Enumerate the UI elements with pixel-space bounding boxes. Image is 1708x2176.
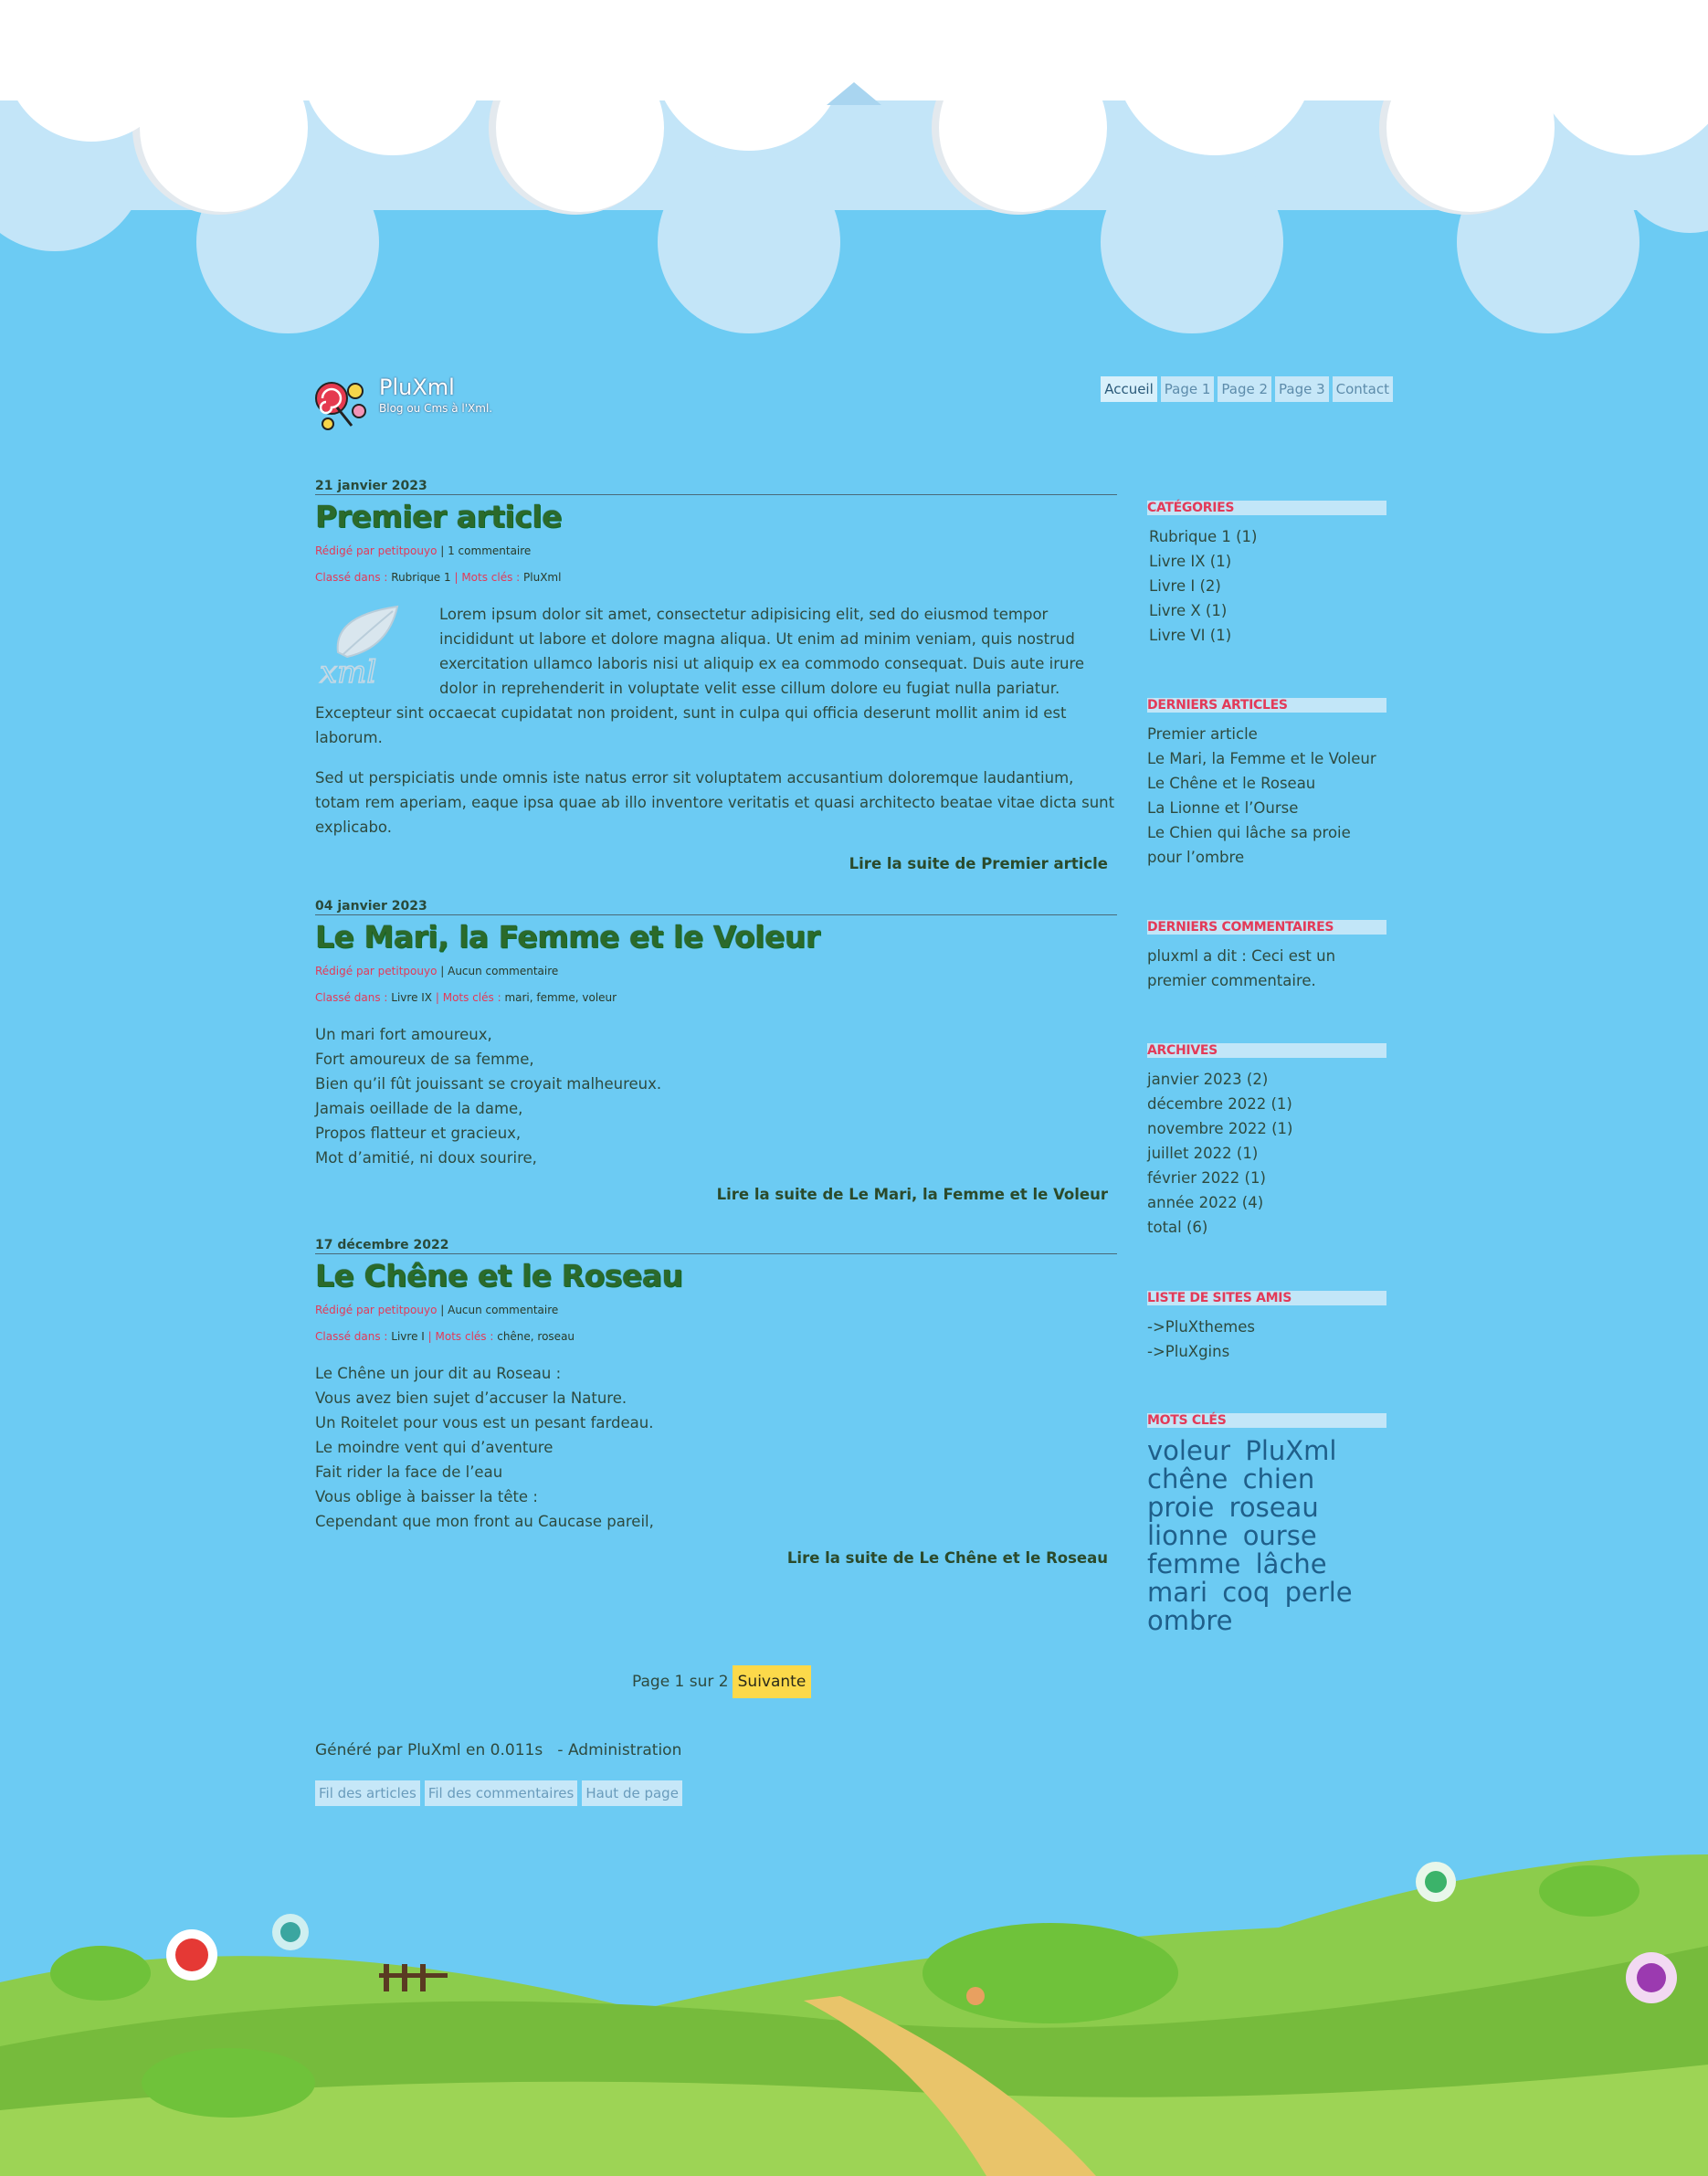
tag-link[interactable]: mari	[1147, 1577, 1208, 1608]
tags-label: Mots clés :	[442, 991, 501, 1004]
category-link[interactable]: Rubrique 1 (1)	[1149, 528, 1258, 545]
menu-item-accueil[interactable]: Accueil	[1101, 376, 1157, 402]
article-author: Rédigé par petitpouyo	[315, 1304, 438, 1316]
category-link[interactable]: Livre VI (1)	[1149, 627, 1232, 644]
xml-leaf-thumbnail-icon	[315, 602, 427, 689]
category-link[interactable]: Livre IX (1)	[1149, 553, 1232, 570]
category-label: Classé dans :	[315, 991, 388, 1004]
article-title[interactable]: Le Chêne et le Roseau	[315, 1258, 683, 1294]
article-taxonomy-line	[315, 989, 1117, 1006]
tag-link[interactable]: chien	[1242, 1463, 1315, 1495]
tag-link[interactable]: femme	[1147, 1548, 1241, 1579]
widget-tags	[1147, 1413, 1386, 1635]
recent-article-link[interactable]: Le Chêne et le Roseau	[1147, 775, 1316, 792]
archive-link[interactable]: année 2022 (4)	[1147, 1194, 1264, 1211]
recent-article-link[interactable]: Le Mari, la Femme et le Voleur	[1147, 750, 1376, 767]
archive-link[interactable]: novembre 2022 (1)	[1147, 1120, 1293, 1137]
comments-feed-link[interactable]: Fil des commentaires	[425, 1780, 577, 1806]
article-date: 21 janvier 2023	[315, 479, 1117, 495]
read-more-link[interactable]: Lire la suite de Premier article	[849, 855, 1108, 872]
tag-link[interactable]: voleur	[1147, 1435, 1231, 1466]
meta-separator: |	[440, 1304, 448, 1316]
generated-by-text: Généré par PluXml en 0.011s	[315, 1741, 543, 1759]
poem-line: Le moindre vent qui d’aventure	[315, 1439, 554, 1456]
article-author-line	[315, 1302, 1117, 1318]
back-to-top-link[interactable]: Haut de page	[582, 1780, 682, 1806]
article-paragraph: Sed ut perspiciatis unde omnis iste natus error sit voluptatem accusantium doloremque laudantium, totam rem aperiam, eaque ipsa quae ab illo inventore veritatis et quasi architecto beatae vitae dicta sunt explicabo.	[315, 769, 1115, 836]
tag-link[interactable]: proie	[1147, 1492, 1215, 1523]
footer-links	[315, 1780, 682, 1806]
widget-title: LISTE DE SITES AMIS	[1147, 1291, 1386, 1305]
friend-site-link[interactable]: ->PluXgins	[1147, 1343, 1230, 1360]
site-title[interactable]: PluXml	[379, 375, 455, 400]
friend-site-link[interactable]: ->PluXthemes	[1147, 1318, 1255, 1336]
article-taxonomy-line	[315, 1328, 1117, 1345]
poem-line: Jamais oeillade de la dame,	[315, 1100, 523, 1117]
tag-link[interactable]: coq	[1222, 1577, 1270, 1608]
widget-friend-sites	[1147, 1291, 1386, 1364]
poem-line: Vous oblige à baisser la tête :	[315, 1488, 538, 1505]
recent-article-link[interactable]: Premier article	[1147, 725, 1258, 743]
widget-title: ARCHIVES	[1147, 1043, 1386, 1058]
archive-link[interactable]: décembre 2022 (1)	[1147, 1095, 1292, 1113]
landscape-decoration	[0, 1836, 1708, 2176]
widget-archives	[1147, 1043, 1386, 1240]
recent-articles-list	[1147, 722, 1386, 870]
tags-label: Mots clés :	[435, 1330, 494, 1343]
menu-item-page-1[interactable]: Page 1	[1161, 376, 1215, 402]
article	[315, 899, 1117, 1203]
articles-feed-link[interactable]: Fil des articles	[315, 1780, 420, 1806]
poem-line: Fort amoureux de sa femme,	[315, 1051, 534, 1068]
poem-line: Mot d’amitié, ni doux sourire,	[315, 1149, 537, 1167]
tag-link[interactable]: ombre	[1147, 1605, 1233, 1636]
read-more-link[interactable]: Lire la suite de Le Mari, la Femme et le Voleur	[716, 1186, 1108, 1203]
poem-line: Un Roitelet pour vous est un pesant fardeau.	[315, 1414, 654, 1431]
poem-line: Vous avez bien sujet d’accuser la Nature.	[315, 1389, 627, 1407]
article-author: Rédigé par petitpouyo	[315, 544, 438, 557]
article-author-line	[315, 963, 1117, 979]
poem-line: Propos flatteur et gracieux,	[315, 1125, 522, 1142]
article	[315, 479, 1117, 872]
tag-link[interactable]: lionne	[1147, 1520, 1228, 1551]
archives-list	[1147, 1067, 1386, 1240]
tag-link[interactable]: chêne	[1147, 1463, 1228, 1495]
widget-recent-articles	[1147, 698, 1386, 870]
pagination-status: Page 1 sur 2	[632, 1673, 729, 1691]
category-label: Classé dans :	[315, 1330, 388, 1343]
friend-sites-list	[1147, 1315, 1386, 1364]
article-content	[315, 602, 1117, 840]
recent-comment-link[interactable]: pluxml a dit : Ceci est un premier commentaire.	[1147, 947, 1336, 989]
meta-separator: |	[440, 544, 448, 557]
widget-categories	[1147, 501, 1386, 648]
widget-title: DERNIERS COMMENTAIRES	[1147, 920, 1386, 935]
recent-article-link[interactable]: La Lionne et l’Ourse	[1147, 799, 1299, 817]
menu-item-contact[interactable]: Contact	[1333, 376, 1393, 402]
article-content	[315, 1361, 1117, 1534]
article-category-link[interactable]: Rubrique 1	[391, 571, 451, 584]
svg-text:xml: xml	[320, 654, 377, 689]
archive-link[interactable]: juillet 2022 (1)	[1147, 1145, 1259, 1162]
category-list	[1147, 524, 1386, 648]
poem-line: Le Chêne un jour dit au Roseau :	[315, 1365, 562, 1382]
meta-separator: |	[427, 1330, 436, 1343]
tag-link[interactable]: PluXml	[1245, 1435, 1337, 1466]
tag-link[interactable]: roseau	[1228, 1492, 1319, 1523]
article-title[interactable]: Le Mari, la Femme et le Voleur	[315, 919, 820, 955]
recent-article-link[interactable]: Le Chien qui lâche sa proie pour l’ombre	[1147, 824, 1351, 866]
article-comments-link[interactable]: Aucun commentaire	[448, 1304, 559, 1316]
main-menu	[1101, 376, 1393, 402]
lollipop-logo-icon	[315, 375, 372, 431]
meta-separator: |	[435, 991, 443, 1004]
archive-link[interactable]: février 2022 (1)	[1147, 1169, 1266, 1187]
category-label: Classé dans :	[315, 571, 388, 584]
read-more-link[interactable]: Lire la suite de Le Chêne et le Roseau	[786, 1549, 1108, 1567]
article-taxonomy-line	[315, 569, 1117, 586]
article-date: 17 décembre 2022	[315, 1238, 1117, 1254]
tag-link[interactable]: perle	[1284, 1577, 1353, 1608]
recent-comments-list	[1147, 944, 1386, 993]
poem-line: Un mari fort amoureux,	[315, 1026, 492, 1043]
next-page-button[interactable]: Suivante	[733, 1665, 812, 1698]
tag-link[interactable]: ourse	[1242, 1520, 1317, 1551]
archive-link[interactable]: total (6)	[1147, 1219, 1208, 1236]
meta-separator: |	[440, 965, 448, 977]
clouds-decoration	[0, 0, 1708, 347]
category-link[interactable]: Livre X (1)	[1149, 602, 1228, 619]
tags-label: Mots clés :	[461, 571, 521, 584]
article-category-link[interactable]: Livre IX	[391, 991, 433, 1004]
article-author-line	[315, 543, 1117, 559]
article-date: 04 janvier 2023	[315, 899, 1117, 915]
article-content	[315, 1022, 1117, 1170]
article-category-link[interactable]: Livre I	[391, 1330, 425, 1343]
article-comments-link[interactable]: 1 commentaire	[448, 544, 532, 557]
widget-title: CATÉGORIES	[1147, 501, 1386, 515]
menu-item-page-3[interactable]: Page 3	[1275, 376, 1329, 402]
meta-separator: |	[454, 571, 462, 584]
article	[315, 1238, 1117, 1567]
article-paragraph: Lorem ipsum dolor sit amet, consectetur adipisicing elit, sed do eiusmod tempor incididunt ut labore et dolore magna aliqua. Ut enim ad minim veniam, quis nostrud exercitation ullamco laboris nisi ut aliquip ex ea commodo consequat. Duis aute irure dolor in reprehenderit in voluptate velit esse cillum dolore eu fugiat nulla pariatur. Excepteur sint occaecat cupidatat non proident, sunt in culpa qui officia deserunt mollit anim id est laborum.	[315, 606, 1085, 746]
article-author: Rédigé par petitpouyo	[315, 965, 438, 977]
widget-title: MOTS CLÉS	[1147, 1413, 1386, 1428]
widget-title: DERNIERS ARTICLES	[1147, 698, 1386, 713]
tag-link[interactable]: lâche	[1255, 1548, 1327, 1579]
article-title[interactable]: Premier article	[315, 499, 563, 534]
poem-line: Bien qu’il fût jouissant se croyait malheureux.	[315, 1075, 662, 1093]
article-tags-link[interactable]: mari, femme, voleur	[504, 991, 617, 1004]
menu-item-page-2[interactable]: Page 2	[1218, 376, 1271, 402]
article-tags-link[interactable]: PluXml	[523, 571, 562, 584]
footer-credits	[315, 1741, 681, 1759]
category-link[interactable]: Livre I (2)	[1149, 577, 1221, 595]
site-subtitle: Blog ou Cms à l'Xml.	[379, 402, 493, 415]
archive-link[interactable]: janvier 2023 (2)	[1147, 1071, 1269, 1088]
widget-recent-comments	[1147, 920, 1386, 993]
tag-cloud	[1147, 1437, 1386, 1635]
article-tags-link[interactable]: chêne, roseau	[497, 1330, 575, 1343]
article-comments-link[interactable]: Aucun commentaire	[448, 965, 559, 977]
poem-line: Fait rider la face de l’eau	[315, 1463, 503, 1481]
poem-line: Cependant que mon front au Caucase pareil,	[315, 1513, 654, 1530]
pagination	[632, 1665, 811, 1698]
admin-link[interactable]: - Administration	[557, 1741, 682, 1759]
site-logo[interactable]	[315, 375, 498, 438]
